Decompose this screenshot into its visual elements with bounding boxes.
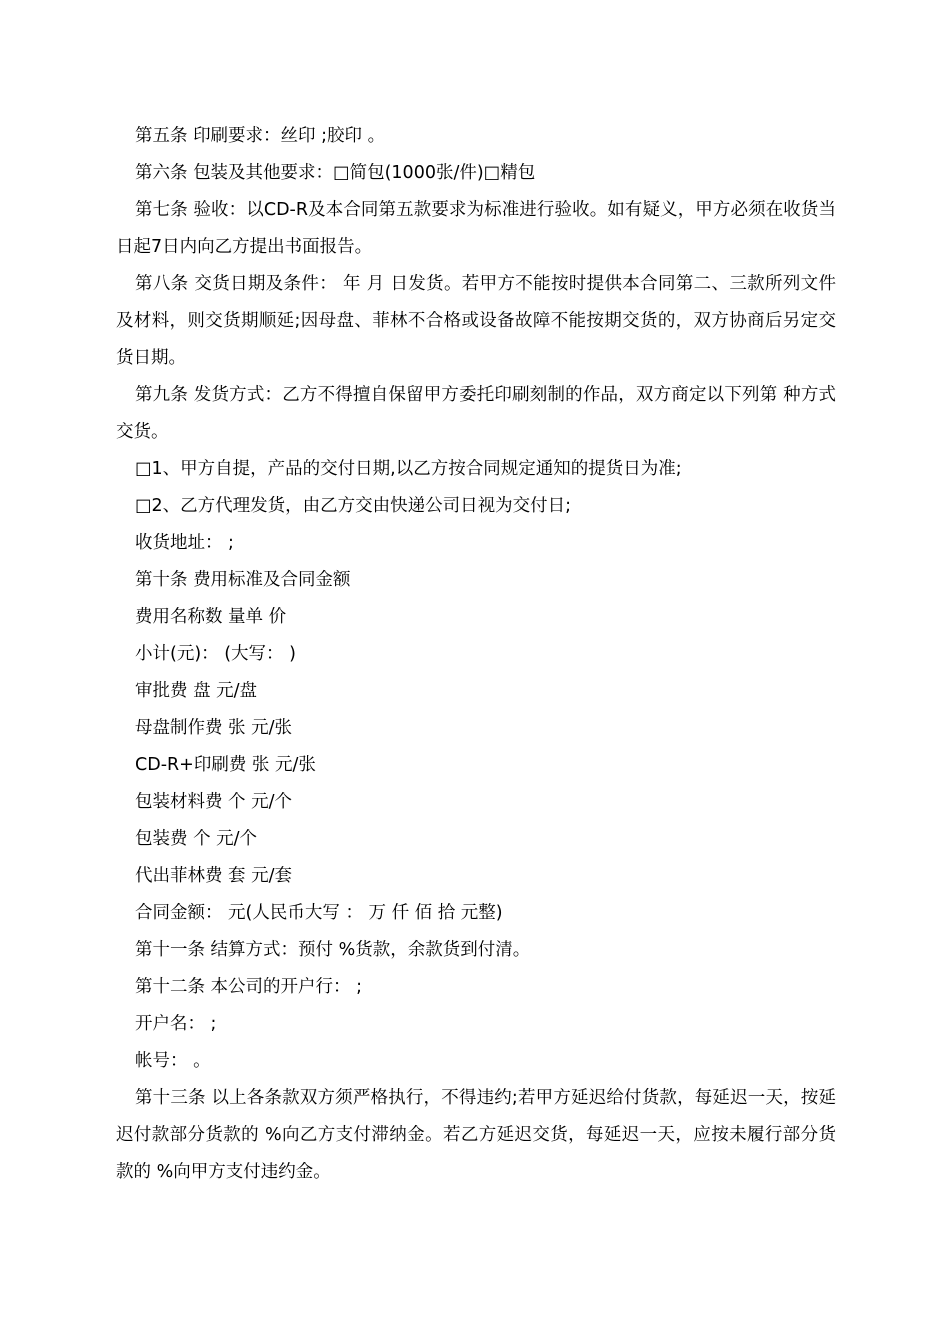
fee-packaging-material: 包装材料费 个 元/个 — [135, 792, 293, 812]
delivery-address: 收货地址： ; — [135, 533, 234, 553]
clause-6: 第六条 包装及其他要求：□简包(1000张/件)□精包 — [135, 163, 536, 183]
clause-8: 第八条 交货日期及条件： 年 月 日发货。若甲方不能按时提供本合同第二、三款所列文件及材料，则交货期顺延;因母盘、菲林不合格或设备故障不能按期交货的，双方协商后另定交货日期。 — [116, 274, 836, 368]
account-name: 开户名： ; — [135, 1014, 217, 1034]
document-body — [116, 118, 836, 1191]
clause-9: 第九条 发货方式：乙方不得擅自保留甲方委托印刷刻制的作品，双方商定以下列第 种方式交货。 — [116, 385, 836, 442]
fee-cdr-printing: CD-R+印刷费 张 元/张 — [135, 755, 316, 775]
delivery-option-1: □1、甲方自提，产品的交付日期,以乙方按合同规定通知的提货日为准; — [135, 459, 682, 479]
contract-amount: 合同金额： 元(人民币大写 ： 万 仟 佰 拾 元整) — [135, 903, 503, 923]
fee-approval: 审批费 盘 元/盘 — [135, 681, 258, 701]
clause-11: 第十一条 结算方式：预付 %货款，余款货到付清。 — [135, 940, 531, 960]
fee-master-disc: 母盘制作费 张 元/张 — [135, 718, 293, 738]
fee-header: 费用名称数 量单 价 — [135, 607, 287, 627]
fee-subtotal: 小计(元)： (大写： ) — [135, 644, 296, 664]
fee-packaging: 包装费 个 元/个 — [135, 829, 258, 849]
fee-film: 代出菲林费 套 元/套 — [135, 866, 293, 886]
clause-13: 第十三条 以上各条款双方须严格执行，不得违约;若甲方延迟给付货款，每延迟一天，按延迟付款部分货款的 %向乙方支付滞纳金。若乙方延迟交货，每延迟一天，应按未履行部分货款的 %向甲方支付违约金。 — [116, 1088, 836, 1182]
clause-7: 第七条 验收：以CD-R及本合同第五款要求为标准进行验收。如有疑义，甲方必须在收货当日起7日内向乙方提出书面报告。 — [116, 200, 836, 257]
clause-12: 第十二条 本公司的开户行： ; — [135, 977, 363, 997]
clause-5: 第五条 印刷要求：丝印 ;胶印 。 — [135, 126, 386, 146]
delivery-option-2: □2、乙方代理发货，由乙方交由快递公司日视为交付日; — [135, 496, 572, 516]
clause-10: 第十条 费用标准及合同金额 — [135, 570, 351, 590]
account-number: 帐号： 。 — [135, 1051, 211, 1071]
